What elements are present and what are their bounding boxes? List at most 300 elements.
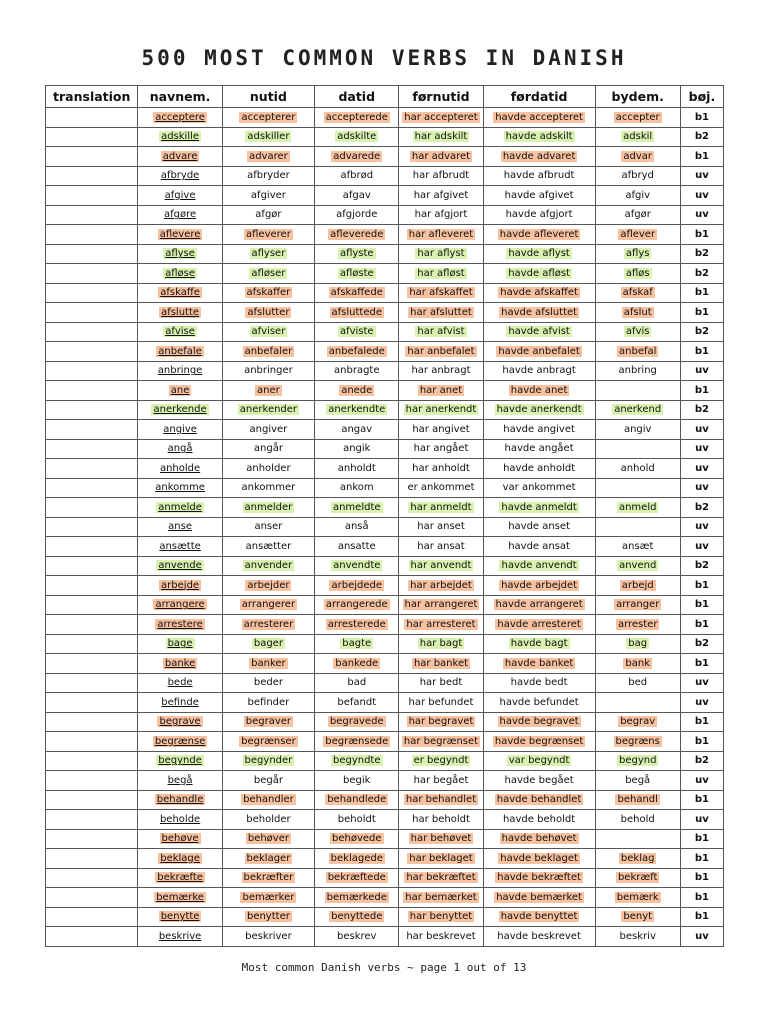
verb-form-text: benyttede [331,911,383,923]
inflection-cell: b2 [680,127,723,147]
table-row [46,361,724,381]
verb-form-text: behandle [156,794,204,806]
imperative-cell [595,400,680,420]
verb-form-text: havde beklaget [500,852,578,864]
inflection-cell: b1 [680,283,723,303]
imperative-cell [595,147,680,167]
infinitive-cell [138,478,222,498]
inflection-cell: b2 [680,634,723,654]
verb-form-text: har afløst [417,267,465,279]
inflection-cell: b1 [680,615,723,635]
verb-form-text: beklag [620,852,655,864]
infinitive-cell [138,420,222,440]
verb-form-text: har bagt [419,638,463,650]
past-cell [315,478,399,498]
verb-form-text: angiv [623,423,652,435]
verb-form-text [636,697,640,708]
verb-form-text: begrænser [241,735,296,747]
imperative-cell [595,634,680,654]
present-perfect-cell [399,868,483,888]
verb-form-text [90,424,94,435]
verb-form-text [90,716,94,727]
verb-form-text: har benyttet [409,911,473,923]
table-row [46,381,724,401]
verb-form-text: har begået [413,774,469,786]
verb-form-text: arrangere [155,599,205,611]
translation-cell [46,615,138,635]
verb-form-text: havde arbejdet [501,579,578,591]
infinitive-cell [138,537,222,557]
verb-form-text: afløser [251,267,286,279]
past-perfect-cell [483,459,595,479]
verb-form-text [90,482,94,493]
verb-form-text: begrav [620,716,656,728]
verb-form-text: begraver [245,716,292,728]
present-cell [222,322,314,342]
past-cell [315,771,399,791]
past-cell [315,205,399,225]
past-cell [315,186,399,206]
verb-form-text [90,872,94,883]
infinitive-cell [138,127,222,147]
verb-form-text [90,794,94,805]
verb-form-text: angår [253,443,283,455]
past-cell [315,888,399,908]
past-perfect-cell [483,283,595,303]
imperative-cell [595,849,680,869]
past-cell [315,615,399,635]
verb-form-text: har beklaget [409,852,473,864]
infinitive-cell [138,381,222,401]
present-cell [222,166,314,186]
translation-cell [46,459,138,479]
inflection-cell: uv [680,478,723,498]
verb-form-text: havde begrænset [494,735,584,747]
present-cell [222,595,314,615]
past-cell [315,381,399,401]
verb-form-text: har afgjort [414,209,468,221]
present-perfect-cell [399,790,483,810]
present-perfect-cell [399,459,483,479]
imperative-cell [595,732,680,752]
present-perfect-cell [399,244,483,264]
translation-cell [46,186,138,206]
verb-form-text [90,287,94,298]
translation-cell [46,166,138,186]
verb-form-text: ane [170,384,190,396]
present-perfect-cell [399,654,483,674]
past-cell [315,732,399,752]
present-cell [222,771,314,791]
verb-form-text: har bekræftet [406,872,476,884]
verb-form-text: har arresteret [406,618,476,630]
past-perfect-cell [483,654,595,674]
translation-cell [46,556,138,576]
verb-form-text: har begravet [408,716,474,728]
verb-form-text: advar [623,150,653,162]
verb-form-text [636,833,640,844]
imperative-cell [595,478,680,498]
verb-form-text: behandler [243,794,294,806]
verb-form-text: havde afleveret [499,228,579,240]
past-cell [315,868,399,888]
translation-cell [46,400,138,420]
verb-form-text [90,775,94,786]
imperative-cell [595,712,680,732]
inflection-cell: b1 [680,654,723,674]
present-perfect-cell [399,576,483,596]
verb-form-text: aflyse [165,248,195,260]
verb-form-text: har afgivet [413,189,469,201]
imperative-cell [595,283,680,303]
verb-form-text: havde behandlet [496,794,582,806]
present-perfect-cell [399,147,483,167]
verb-form-text: har anset [417,521,465,533]
verb-form-text [90,307,94,318]
verb-form-text: bed [628,677,648,689]
verb-form-text: havde anset [508,521,570,533]
inflection-cell: uv [680,810,723,830]
verb-form-text: bemærke [156,891,204,903]
present-cell [222,849,314,869]
imperative-cell [595,771,680,791]
verb-form-text: arbejde [161,579,200,591]
verb-form-text: angav [341,423,373,435]
infinitive-cell [138,322,222,342]
imperative-cell [595,303,680,323]
verb-form-text: havde angået [504,443,574,455]
verb-form-text: ansæt [621,540,654,552]
inflection-cell: uv [680,420,723,440]
imperative-cell [595,868,680,888]
verb-form-text: befinde [161,696,199,708]
past-perfect-cell [483,166,595,186]
past-cell [315,751,399,771]
past-cell [315,712,399,732]
verb-form-text: havde anbefalet [498,345,580,357]
verb-form-text: ansætter [245,540,292,552]
verb-form-text: var begyndt [508,755,570,767]
imperative-cell [595,907,680,927]
verb-form-text: har accepteret [404,111,478,123]
past-perfect-cell [483,771,595,791]
present-cell [222,673,314,693]
inflection-cell: b2 [680,751,723,771]
verb-form-text: arrangerede [325,599,388,611]
verb-form-text: havde angivet [503,423,575,435]
translation-cell [46,439,138,459]
verb-form-text: anbring [618,365,657,377]
present-perfect-cell [399,693,483,713]
present-perfect-cell [399,615,483,635]
verb-form-text: afgør [255,209,282,221]
imperative-cell [595,829,680,849]
verb-form-text [90,443,94,454]
col-header-translation: translation [46,86,138,108]
past-cell [315,810,399,830]
translation-cell [46,732,138,752]
verb-form-text: afskaffer [246,287,291,299]
infinitive-cell [138,166,222,186]
verb-form-text: har afbrudt [412,170,470,182]
inflection-cell: uv [680,439,723,459]
table-row [46,283,724,303]
infinitive-cell [138,283,222,303]
verb-form-text: banker [251,657,286,669]
verb-form-text: beholder [246,813,291,825]
past-perfect-cell [483,712,595,732]
verb-form-text: havde accepteret [495,111,583,123]
translation-cell [46,244,138,264]
verb-form-text: beklager [246,852,291,864]
past-cell [315,790,399,810]
past-perfect-cell [483,693,595,713]
past-cell [315,147,399,167]
verb-form-text: begå [625,774,651,786]
past-perfect-cell [483,849,595,869]
verb-form-text: afviser [251,326,286,338]
verb-form-text [90,814,94,825]
verb-form-text: havde anbragt [502,365,576,377]
verb-form-text: har arbejdet [410,579,472,591]
col-header-present: nutid [222,86,314,108]
present-cell [222,381,314,401]
translation-cell [46,498,138,518]
inflection-cell: b1 [680,790,723,810]
verb-form-text: afslutte [161,306,200,318]
verb-form-text: var ankommet [502,482,576,494]
verb-form-text [90,911,94,922]
translation-cell [46,888,138,908]
verb-form-text: anbringe [157,365,203,377]
verb-form-text: har anbragt [411,365,471,377]
past-cell [315,537,399,557]
col-header-inflection: bøj. [680,86,723,108]
infinitive-cell [138,264,222,284]
translation-cell [46,361,138,381]
imperative-cell [595,654,680,674]
present-cell [222,654,314,674]
table-row [46,595,724,615]
past-cell [315,264,399,284]
verb-form-text [90,580,94,591]
inflection-cell: uv [680,537,723,557]
infinitive-cell [138,576,222,596]
verb-form-text: benyt [623,911,653,923]
col-header-infinitive: navnem. [138,86,222,108]
verb-form-text: anbragte [334,365,380,377]
verb-form-text: beder [253,677,283,689]
verb-form-text: anvend [619,560,657,572]
verb-form-text: havde bedt [510,677,568,689]
verb-form-text: havde afgjort [505,209,573,221]
verb-form-text: havde afvist [508,326,570,338]
inflection-cell: b1 [680,225,723,245]
past-perfect-cell [483,829,595,849]
verb-form-text: har anbefalet [407,345,475,357]
verb-form-text [636,443,640,454]
verb-form-text: anholdt [337,462,376,474]
table-row [46,147,724,167]
verb-form-text: arbejd [621,579,654,591]
imperative-cell [595,576,680,596]
verb-form-text: har aflyst [417,248,465,260]
page-footer: Most common Danish verbs ~ page 1 out of 13 [241,961,527,974]
verb-form-text: havde anholdt [503,462,576,474]
inflection-cell: b2 [680,264,723,284]
verb-form-text: bede [167,677,193,689]
imperative-cell [595,673,680,693]
infinitive-cell [138,790,222,810]
verb-form-text: ansætte [159,540,201,552]
past-cell [315,303,399,323]
verb-form-text: har afskaffet [409,287,473,299]
verb-form-text: afvis [625,326,650,338]
verb-form-text: havde banket [504,657,574,669]
past-cell [315,673,399,693]
verb-form-text [90,658,94,669]
verb-form-text: afløse [165,267,196,279]
verb-form-text: havde arrangeret [495,599,583,611]
past-perfect-cell [483,517,595,537]
inflection-cell: uv [680,673,723,693]
present-cell [222,303,314,323]
past-perfect-cell [483,888,595,908]
verb-form-text [90,326,94,337]
past-cell [315,225,399,245]
verb-form-text: advare [162,150,198,162]
verb-form-text: har angået [413,443,469,455]
infinitive-cell [138,186,222,206]
verb-form-text: anhold [620,462,655,474]
verb-form-text: har behandlet [405,794,477,806]
imperative-cell [595,751,680,771]
verb-form-text: aflys [625,248,650,260]
verb-form-text: har afvist [417,326,465,338]
table-row [46,712,724,732]
inflection-cell: b2 [680,322,723,342]
past-cell [315,498,399,518]
infinitive-cell [138,517,222,537]
infinitive-cell [138,771,222,791]
past-perfect-cell [483,810,595,830]
imperative-cell [595,108,680,128]
table-row [46,790,724,810]
col-header-present-perfect: førnutid [399,86,483,108]
table-row [46,108,724,128]
verb-form-text [636,482,640,493]
infinitive-cell [138,303,222,323]
past-perfect-cell [483,381,595,401]
translation-cell [46,576,138,596]
table-row [46,303,724,323]
verb-form-text: har anmeldt [410,501,472,513]
verb-form-text: afslutter [247,306,290,318]
translation-cell [46,829,138,849]
verb-form-text: bemærker [242,891,295,903]
verb-form-text: anede [341,384,373,396]
verb-form-text: afløste [339,267,374,279]
verb-form-text: havde afsluttet [501,306,578,318]
verb-form-text: arbejder [247,579,290,591]
table-row [46,400,724,420]
past-cell [315,342,399,362]
verb-form-text: begik [343,774,371,786]
table-row [46,478,724,498]
verb-form-text: bagte [342,638,372,650]
verb-form-text: angiver [249,423,288,435]
infinitive-cell [138,498,222,518]
verb-form-text: bage [167,638,193,650]
past-cell [315,654,399,674]
verb-form-text: havde afskaffet [500,287,578,299]
past-perfect-cell [483,790,595,810]
imperative-cell [595,361,680,381]
imperative-cell [595,244,680,264]
verb-form-text [90,833,94,844]
present-cell [222,556,314,576]
infinitive-cell [138,654,222,674]
verb-form-text: begrænsede [325,735,389,747]
verb-form-text [90,541,94,552]
verb-form-text: havde beskrevet [497,930,581,942]
past-perfect-cell [483,439,595,459]
table-row [46,849,724,869]
infinitive-cell [138,712,222,732]
translation-cell [46,927,138,947]
table-row [46,166,724,186]
verb-form-text: beholde [159,813,201,825]
inflection-cell: uv [680,361,723,381]
infinitive-cell [138,634,222,654]
table-row [46,459,724,479]
verb-form-text: anså [344,521,369,533]
verb-form-text: aner [257,384,280,396]
present-perfect-cell [399,439,483,459]
inflection-cell: b1 [680,868,723,888]
table-row [46,576,724,596]
inflection-cell: b1 [680,576,723,596]
verb-form-text: arranger [616,599,660,611]
present-cell [222,790,314,810]
translation-cell [46,108,138,128]
verb-form-text: adskil [623,131,653,143]
present-perfect-cell [399,712,483,732]
verb-form-text: afleverer [246,228,291,240]
present-perfect-cell [399,634,483,654]
inflection-cell: b1 [680,907,723,927]
verb-form-text: afgøre [163,209,197,221]
past-cell [315,927,399,947]
past-cell [315,907,399,927]
table-row [46,322,724,342]
present-cell [222,283,314,303]
verb-form-text: afskaffe [160,287,200,299]
table-row [46,244,724,264]
table-row [46,888,724,908]
present-cell [222,907,314,927]
translation-cell [46,264,138,284]
verb-form-text: arresterer [243,618,294,630]
infinitive-cell [138,732,222,752]
verb-form-text: accepterer [241,111,296,123]
infinitive-cell [138,810,222,830]
present-perfect-cell [399,166,483,186]
inflection-cell: b1 [680,888,723,908]
inflection-cell: b2 [680,556,723,576]
translation-cell [46,537,138,557]
verb-form-text: afleverede [330,228,384,240]
